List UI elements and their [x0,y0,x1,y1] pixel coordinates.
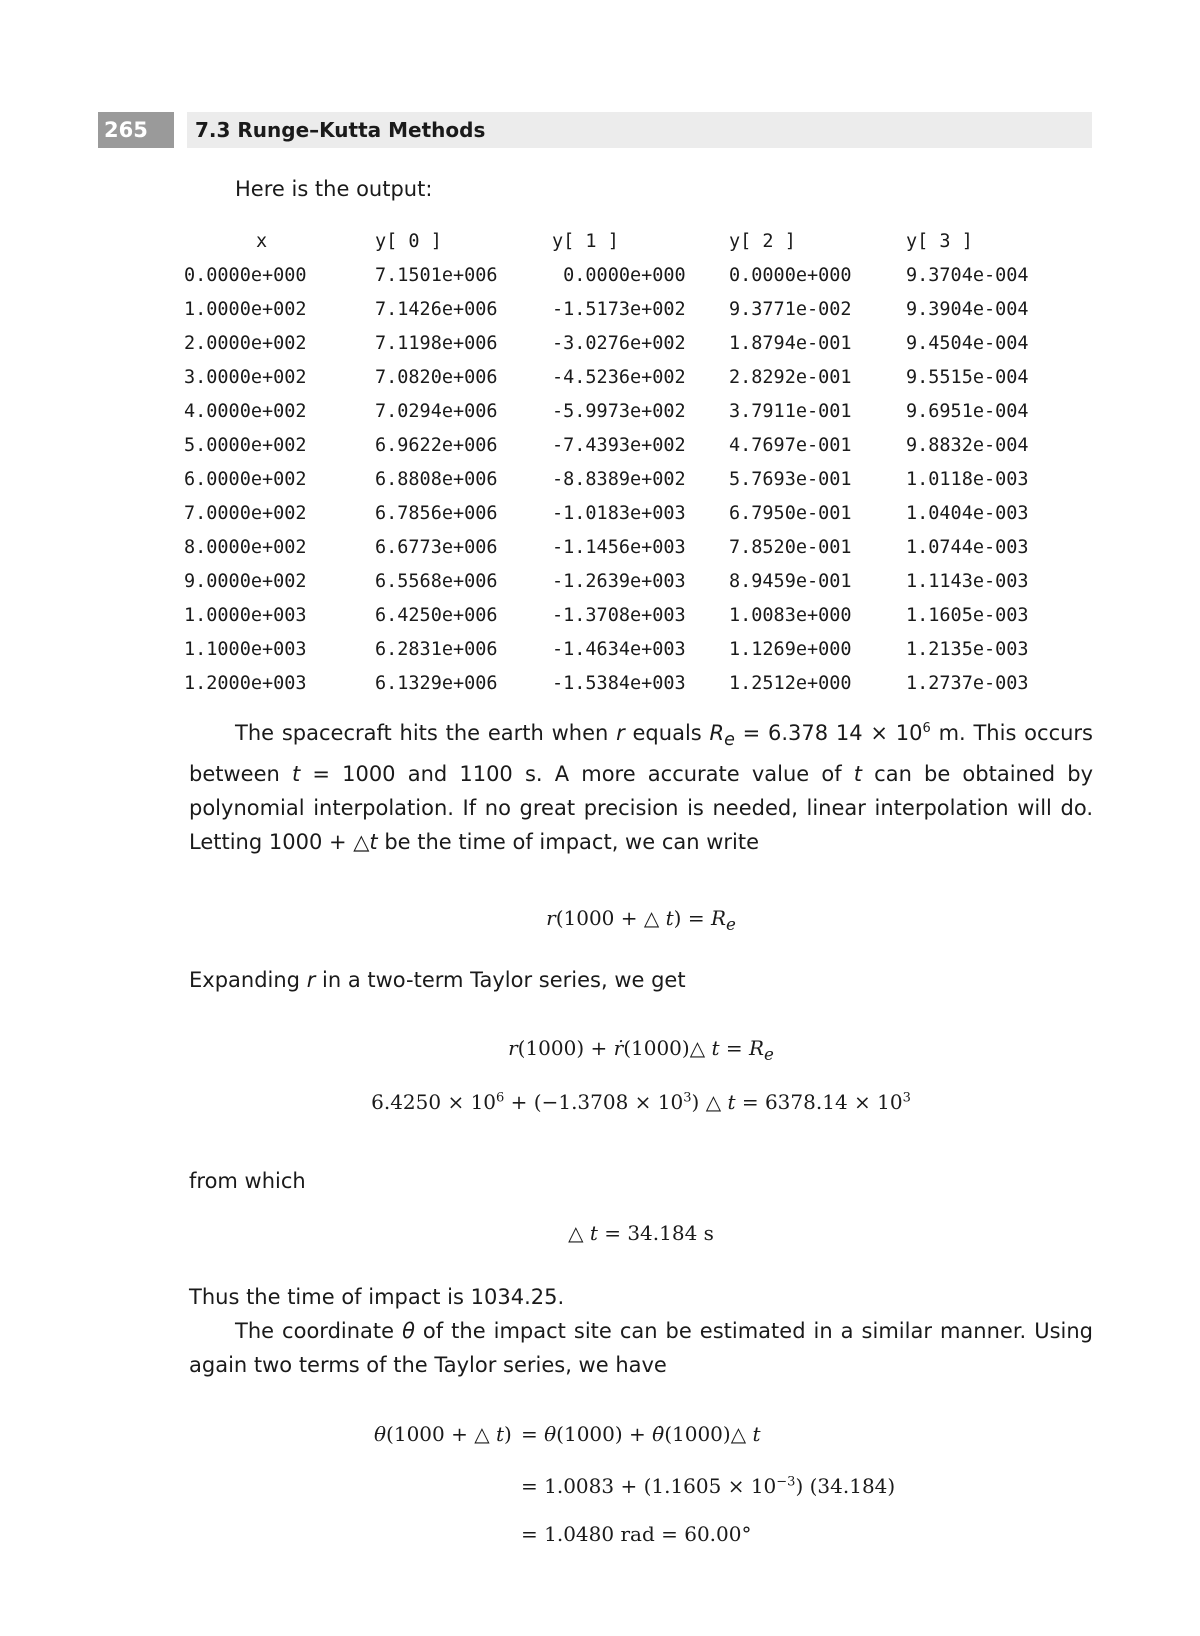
table-cell: 9.0000e+002 [184,570,307,592]
exponent: 3 [902,1090,911,1106]
paragraph-taylor [189,963,1093,997]
table-row [184,564,1069,598]
var-theta: θ [374,1422,387,1446]
table-cell: 2.0000e+002 [184,332,307,354]
table-row [184,258,1069,292]
var-t: t [727,1090,736,1114]
table-cell: -1.4634e+003 [552,638,686,660]
text-run: △ [568,1221,590,1245]
text-run: ) (34.184) [795,1474,896,1498]
var-t: t [291,762,301,787]
table-cell: 1.1605e-003 [906,604,1029,626]
table-cell: 9.6951e-004 [906,400,1029,422]
table-cell: 9.4504e-004 [906,332,1029,354]
table-cell: 6.6773e+006 [375,536,498,558]
table-cell: -1.5173e+002 [552,298,686,320]
var-t: t [495,1422,505,1446]
table-cell: 7.1198e+006 [375,332,498,354]
var-t: t [665,906,674,930]
table-cell: 9.5515e-004 [906,366,1029,388]
table-cell: 4.7697e-001 [729,434,852,456]
text-run: of the impact site can be estimated in a similar manner. Using again two terms of the Taylor series, we have [189,1319,1093,1377]
intro-text: Here is the output: [235,177,433,201]
table-cell: 6.2831e+006 [375,638,498,660]
column-header-y2: y[ 2 ] [729,230,796,252]
table-cell: 8.9459e-001 [729,570,852,592]
section-title: 7.3 Runge–Kutta Methods [187,112,1092,148]
var-t: t [589,1221,598,1245]
text-run: equals [624,721,710,745]
text-run: = 1000 and 1100 s. A more accurate value of [300,762,854,787]
table-cell: 1.0404e-003 [906,502,1029,524]
var-theta: θ [402,1319,415,1343]
equation-3 [189,1086,1093,1118]
table-cell: 9.3771e-002 [729,298,852,320]
text-run: The spacecraft hits the earth when [235,721,617,745]
equation-5-line-1-rhs [521,1418,761,1450]
var-r: r [616,721,625,745]
column-header-y1: y[ 1 ] [552,230,619,252]
table-row [184,326,1069,360]
table-cell: 6.7950e-001 [729,502,852,524]
paragraph-impact [189,716,1093,859]
paragraph-from-which: from which [189,1169,306,1193]
text-run: (1000 + △ [555,906,666,930]
table-cell: 6.0000e+002 [184,468,307,490]
subscript-e: e [726,915,736,934]
table-cell: 1.2135e-003 [906,638,1029,660]
var-R: R [710,906,726,930]
column-header-x: x [256,230,268,252]
table-cell: 3.0000e+002 [184,366,307,388]
table-cell: 1.0083e+000 [729,604,852,626]
text-run: (1000)△ [664,1422,753,1446]
var-r-dot: ṙ [613,1036,624,1060]
table-row [184,632,1069,666]
table-cell: 9.3704e-004 [906,264,1029,286]
paragraph-coordinate [189,1314,1093,1382]
table-cell: -1.1456e+003 [552,536,686,558]
table-cell: -7.4393e+002 [552,434,686,456]
table-cell: 9.8832e-004 [906,434,1029,456]
table-cell: 2.8292e-001 [729,366,852,388]
table-cell: 5.0000e+002 [184,434,307,456]
table-cell: 7.0820e+006 [375,366,498,388]
table-cell: 6.5568e+006 [375,570,498,592]
table-cell: 4.0000e+002 [184,400,307,422]
table-cell: 6.9622e+006 [375,434,498,456]
text-run: can be obtained by polynomial interpolation. If no great precision is needed, linear interpolation will do. Letting 1000 + △ [189,762,1094,855]
table-cell: 8.0000e+002 [184,536,307,558]
column-header-y0: y[ 0 ] [375,230,442,252]
text-run: + (−1.3708 × 10 [504,1090,684,1114]
table-row [184,360,1069,394]
table-header-row [184,224,1069,258]
table-cell: 5.7693e-001 [729,468,852,490]
table-cell: -4.5236e+002 [552,366,686,388]
exponent: 3 [683,1090,692,1106]
text-run: ) [504,1422,512,1446]
table-cell: 1.2737e-003 [906,672,1029,694]
table-cell: 0.0000e+000 [184,264,307,286]
table-row [184,496,1069,530]
text-run: = 1.0083 + (1.1605 × 10 [521,1474,777,1498]
table-cell: -1.3708e+003 [552,604,686,626]
table-cell: 9.3904e-004 [906,298,1029,320]
var-R: R [709,721,725,745]
var-r: r [508,1036,518,1060]
text-run: Expanding [189,968,307,992]
text-run: = 6.378 14 × 10 [734,721,923,745]
var-t: t [853,762,862,787]
text-run: be the time of impact, we can write [377,830,760,855]
table-row [184,598,1069,632]
table-cell: 7.0294e+006 [375,400,498,422]
text-run: = [521,1422,545,1446]
table-cell: 1.1269e+000 [729,638,852,660]
table-cell: 1.2000e+003 [184,672,307,694]
var-R: R [748,1036,765,1060]
table-body [184,258,1069,700]
output-table [184,224,1069,700]
var-t: t [752,1422,761,1446]
table-cell: 7.0000e+002 [184,502,307,524]
table-cell: 7.8520e-001 [729,536,852,558]
text-run: = 34.184 s [597,1221,714,1245]
equation-5-line-2 [521,1470,895,1502]
page-number: 265 [98,112,174,148]
exponent: 6 [922,721,931,736]
text-run: (1000)△ [623,1036,712,1060]
table-cell: 0.0000e+000 [552,264,686,286]
subscript-e: e [764,1045,774,1064]
table-cell: 6.7856e+006 [375,502,498,524]
table-cell: 1.0000e+002 [184,298,307,320]
text-run: (1000 + △ [386,1422,496,1446]
text-run: ) △ [691,1090,728,1114]
var-t: t [369,830,378,855]
text-run: (1000) + [517,1036,614,1060]
table-cell: 6.1329e+006 [375,672,498,694]
table-row [184,530,1069,564]
text-run: (1000) + [556,1422,653,1446]
equation-1 [189,902,1093,941]
equation-5-line-1 [374,1418,512,1450]
subscript-e: e [724,730,735,751]
table-row [184,462,1069,496]
text-run: The coordinate [235,1319,403,1343]
table-cell: -5.9973e+002 [552,400,686,422]
text-run: m. This occurs between [189,721,1093,787]
var-r: r [306,968,316,992]
table-cell: 6.4250e+006 [375,604,498,626]
table-row [184,666,1069,700]
table-cell: 1.0744e-003 [906,536,1029,558]
equation-4 [189,1217,1093,1249]
text-run: in a two-term Taylor series, we get [315,968,686,992]
text-run: 6.4250 × 10 [371,1090,497,1114]
table-cell: 1.2512e+000 [729,672,852,694]
table-cell: 0.0000e+000 [729,264,852,286]
text-run: = 6378.14 × 10 [735,1090,903,1114]
table-cell: -1.2639e+003 [552,570,686,592]
var-t: t [711,1036,720,1060]
equation-2 [189,1032,1093,1071]
table-cell: -1.5384e+003 [552,672,686,694]
text-run: ) = [673,906,711,930]
table-cell: 7.1426e+006 [375,298,498,320]
table-cell: 1.0000e+003 [184,604,307,626]
exponent: 6 [496,1090,505,1106]
table-row [184,428,1069,462]
var-theta: θ [544,1422,557,1446]
table-cell: 1.1143e-003 [906,570,1029,592]
equation-5-line-3: = 1.0480 rad = 60.00° [521,1522,752,1546]
table-cell: 6.8808e+006 [375,468,498,490]
table-row [184,394,1069,428]
table-cell: -3.0276e+002 [552,332,686,354]
var-r: r [546,906,556,930]
text-run: = [719,1036,749,1060]
table-cell: 1.8794e-001 [729,332,852,354]
exponent: −3 [776,1474,796,1490]
var-theta-dot: θ̇ [652,1422,665,1446]
table-cell: 3.7911e-001 [729,400,852,422]
table-cell: -1.0183e+003 [552,502,686,524]
table-cell: 7.1501e+006 [375,264,498,286]
paragraph-impact-time: Thus the time of impact is 1034.25. [189,1285,565,1309]
table-cell: 1.0118e-003 [906,468,1029,490]
table-cell: 1.1000e+003 [184,638,307,660]
column-header-y3: y[ 3 ] [906,230,973,252]
table-cell: -8.8389e+002 [552,468,686,490]
table-row [184,292,1069,326]
